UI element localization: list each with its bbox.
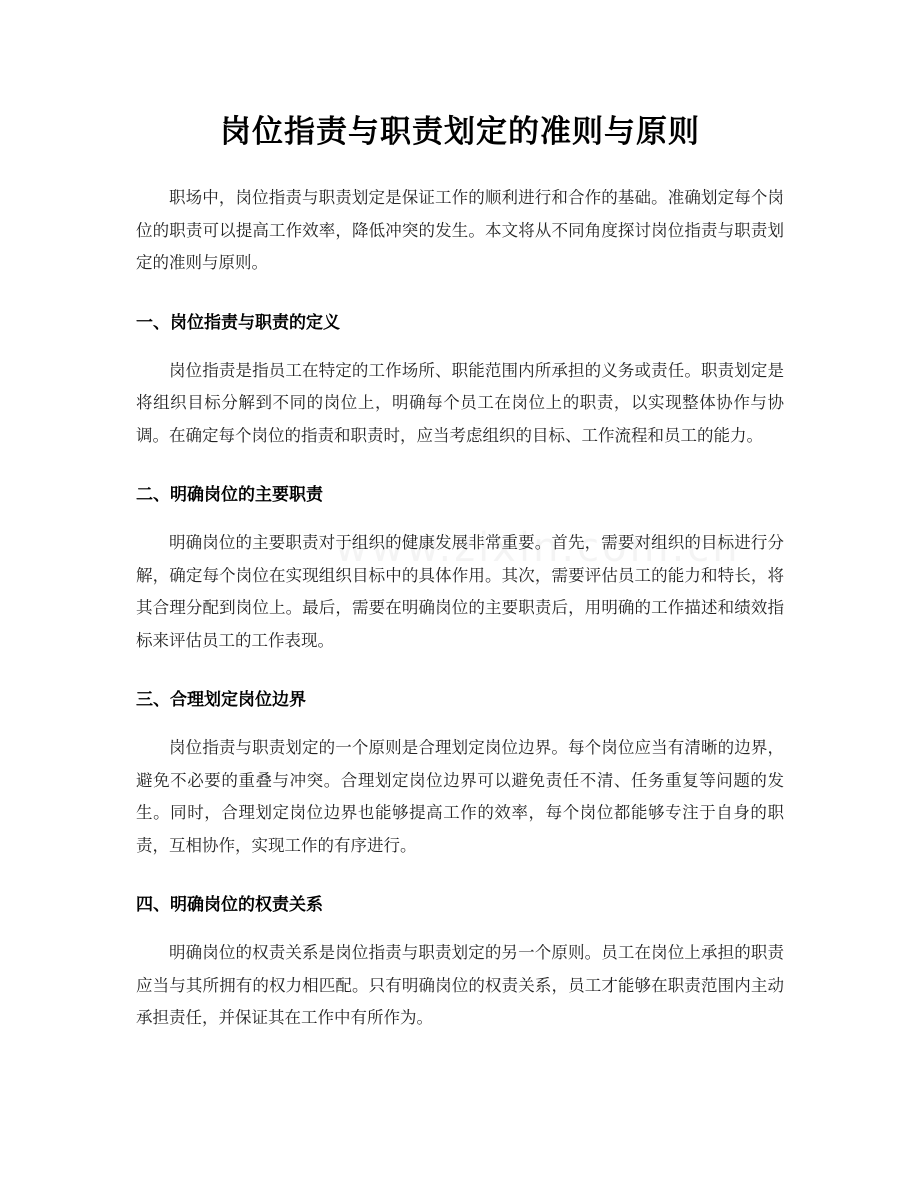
document-page [136, 0, 784, 1035]
section-2-heading: 二、明确岗位的主要职责 [136, 485, 323, 505]
section-1-heading: 一、岗位指责与职责的定义 [136, 312, 340, 333]
section-3-heading: 三、合理划定岗位边界 [136, 690, 306, 710]
section-1-body: 岗位指责是指员工在特定的工作场所、职能范围内所承担的义务或责任。职责划定是将组织目标分解到不同的岗位上，明确每个员工在岗位上的职责，以实现整体协作与协调。在确定每个岗位的指责和职责时，应当考虑组织的目标、工作流程和员工的能力。 [136, 360, 784, 445]
intro-paragraph: 职场中，岗位指责与职责划定是保证工作的顺利进行和合作的基础。准确划定每个岗位的职责可以提高工作效率，降低冲突的发生。本文将从不同角度探讨岗位指责与职责划定的准则与原则。 [136, 188, 784, 272]
section-2-body: 明确岗位的主要职责对于组织的健康发展非常重要。首先，需要对组织的目标进行分解，确定每个岗位在实现组织目标中的具体作用。其次，需要评估员工的能力和特长，将其合理分配到岗位上。最后，需要在明确岗位的主要职责后，用明确的工作描述和绩效指标来评估员工的工作表现。 [136, 533, 784, 650]
document-title: 岗位指责与职责划定的准则与原则 [220, 114, 700, 150]
section-3-body: 岗位指责与职责划定的一个原则是合理划定岗位边界。每个岗位应当有清晰的边界，避免不必要的重叠与冲突。合理划定岗位边界可以避免责任不清、任务重复等问题的发生。同时，合理划定岗位边界也能够提高工作的效率，每个岗位都能够专注于自身的职责，互相协作，实现工作的有序进行。 [136, 738, 784, 855]
section-4-heading: 四、明确岗位的权责关系 [136, 895, 323, 915]
section-4-body: 明确岗位的权责关系是岗位指责与职责划定的另一个原则。员工在岗位上承担的职责应当与其所拥有的权力相匹配。只有明确岗位的权责关系，员工才能够在职责范围内主动承担责任，并保证其在工作中有所作为。 [136, 943, 784, 1027]
